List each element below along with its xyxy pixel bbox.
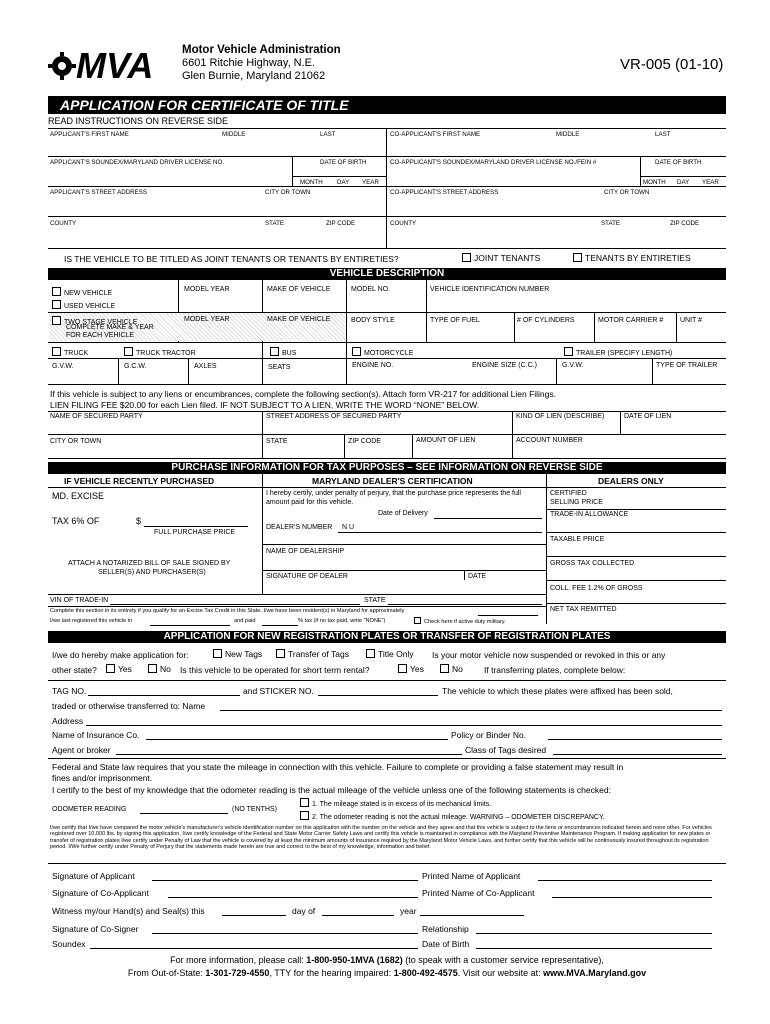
md-excise-label: MD. EXCISE	[52, 491, 105, 501]
excise-credit-text-2a: I/we last registered this vehicle in	[50, 618, 133, 624]
signature-applicant-input[interactable]	[152, 869, 418, 880]
field-axles[interactable]: AXLES	[194, 363, 217, 370]
checkbox-icon	[366, 649, 375, 658]
field-co-applicant-state[interactable]: STATE	[601, 220, 621, 227]
used-vehicle-label: USED VEHICLE	[64, 303, 116, 310]
rental-question: Is this vehicle to be operated for short term rental?	[180, 665, 370, 675]
field-unit[interactable]: UNIT #	[680, 317, 703, 324]
bus-checkbox[interactable]	[270, 347, 296, 357]
field-vin[interactable]: VEHICLE IDENTIFICATION NUMBER	[430, 286, 550, 293]
signature-co-applicant-input[interactable]	[168, 886, 418, 897]
footer-text: , TTY for the hearing impaired:	[269, 968, 394, 978]
new-tags-checkbox[interactable]	[213, 649, 262, 659]
checkbox-icon	[52, 287, 61, 296]
trade-in-allowance-field[interactable]: TRADE-IN ALLOWANCE	[550, 511, 629, 518]
yes-label: Yes	[410, 664, 424, 674]
checkbox-icon	[440, 664, 449, 673]
checkbox-icon	[573, 253, 582, 262]
field-lien-kind[interactable]: KIND OF LIEN (DESCRIBE)	[516, 413, 605, 420]
suspended-question: Is your motor vehicle now suspended or revoked in this or any	[432, 650, 666, 660]
field-co-applicant-zip[interactable]: ZIP CODE	[670, 220, 700, 227]
date-of-delivery-label: Date of Delivery	[378, 510, 428, 517]
rental-yes-checkbox[interactable]	[398, 664, 424, 674]
field-secured-party[interactable]: NAME OF SECURED PARTY	[50, 413, 143, 420]
field-model-year[interactable]: MODEL YEAR	[184, 286, 230, 293]
field-co-applicant-county[interactable]: COUNTY	[390, 220, 417, 227]
dealership-name-field[interactable]: NAME OF DEALERSHIP	[266, 548, 345, 555]
attach-bill-line-1: ATTACH A NOTARIZED BILL OF SALE SIGNED BY	[68, 560, 231, 567]
field-applicant-soundex[interactable]: APPLICANT'S SOUNDEX/MARYLAND DRIVER LICENSE NO.	[50, 159, 225, 166]
field-model-no[interactable]: MODEL NO.	[351, 286, 391, 293]
dollar-sign: $	[136, 516, 142, 526]
checkbox-icon	[300, 811, 309, 820]
odometer-discrepancy-checkbox[interactable]	[300, 811, 605, 821]
mileage-excess-checkbox[interactable]	[300, 798, 491, 808]
checkbox-icon	[52, 300, 61, 309]
field-applicant-first-name[interactable]: APPLICANT'S FIRST NAME	[50, 131, 129, 138]
day-of-label: day of	[292, 906, 316, 916]
signature-co-applicant-label: Signature of Co-Applicant	[52, 888, 149, 898]
tenants-by-entireties-label: TENANTS BY ENTIRETIES	[585, 253, 691, 263]
tag-no-label: TAG NO.	[52, 686, 87, 696]
field-secured-street[interactable]: STREET ADDRESS OF SECURED PARTY	[266, 413, 402, 420]
insurance-input[interactable]	[146, 729, 448, 739]
odometer-reading-label: ODOMETER READING	[52, 806, 127, 813]
printed-name-label: Printed Name of Applicant	[422, 871, 521, 881]
attach-bill-line-2: SELLER(S) AND PURCHASER(S)	[98, 569, 206, 576]
two-stage-line-2: COMPLETE MAKE & YEAR	[66, 324, 154, 331]
dob-input[interactable]	[476, 937, 712, 948]
transfer-tags-checkbox[interactable]	[276, 649, 349, 659]
checkbox-icon	[52, 347, 61, 356]
mileage-excess-label: 1. The mileage stated is in excess of its mechanical limits.	[312, 801, 492, 808]
cosigner-label: Signature of Co-Signer	[52, 924, 139, 934]
checkbox-icon	[270, 347, 279, 356]
checkbox-icon	[213, 649, 222, 658]
dealer-cert-heading: MARYLAND DEALER'S CERTIFICATION	[312, 476, 473, 486]
no-label: No	[452, 664, 463, 674]
svg-text:MVA: MVA	[76, 45, 154, 84]
checkbox-icon	[276, 649, 285, 658]
footer-phone-out-of-state: 1-301-729-4550	[205, 968, 270, 978]
tag-no-input[interactable]	[88, 685, 240, 695]
field-applicant-city[interactable]: CITY OR TOWN	[265, 189, 311, 196]
joint-tenants-label: JOINT TENANTS	[474, 253, 541, 263]
field-engine-no[interactable]: ENGINE NO.	[352, 362, 394, 369]
dealer-cert-text-1: I hereby certify, under penalty of perjury, that the purchase price represents the full	[266, 490, 521, 497]
used-vehicle-checkbox[interactable]	[52, 300, 115, 310]
net-tax-field[interactable]: NET TAX REMITTED	[550, 606, 617, 613]
insurance-label: Name of Insurance Co.	[52, 730, 140, 740]
purchase-info-header: PURCHASE INFORMATION FOR TAX PURPOSES – SEE INFORMATION ON REVERSE SIDE	[48, 462, 726, 474]
motorcycle-checkbox[interactable]	[352, 347, 413, 357]
field-account-number[interactable]: ACCOUNT NUMBER	[516, 437, 583, 444]
taxable-price-field[interactable]: TAXABLE PRICE	[550, 536, 605, 543]
tenancy-question: IS THE VEHICLE TO BE TITLED AS JOINT TENANTS OR TENANTS BY ENTIRETIES?	[64, 254, 399, 264]
footer-website-link[interactable]: www.MVA.Maryland.gov	[543, 968, 647, 978]
field-co-applicant-middle[interactable]: MIDDLE	[556, 131, 580, 138]
printed-co-name-input[interactable]	[552, 886, 712, 897]
selling-price-field[interactable]: SELLING PRICE	[550, 499, 603, 506]
two-stage-label: TWO STAGE VEHICLE	[64, 319, 138, 326]
trade-in-state-label: STATE	[364, 597, 386, 604]
field-body-style[interactable]: BODY STYLE	[351, 317, 395, 324]
signature-applicant-label: Signature of Applicant	[52, 871, 135, 881]
title-only-label: Title Only	[378, 649, 414, 659]
field-motor-carrier[interactable]: MOTOR CARRIER #	[598, 317, 664, 324]
dob-label: Date of Birth	[422, 939, 470, 949]
address-label: Address	[52, 716, 84, 726]
vin-trade-in-input[interactable]	[110, 595, 360, 604]
apply-label: I/we do hereby make application for:	[52, 650, 189, 660]
footer-phone-tty: 1-800-492-4575	[393, 968, 458, 978]
field-gcw[interactable]: G.C.W.	[124, 363, 147, 370]
field-dob-day[interactable]: DAY	[337, 179, 350, 186]
org-address-2: Glen Burnie, Maryland 21062	[182, 70, 326, 82]
truck-label: TRUCK	[64, 350, 89, 357]
transfer-tags-label: Transfer of Tags	[288, 649, 349, 659]
excise-credit-text-2b: and paid	[234, 618, 256, 624]
field-applicant-middle[interactable]: MIDDLE	[222, 131, 246, 138]
recently-purchased-heading: IF VEHICLE RECENTLY PURCHASED	[64, 476, 215, 486]
label-co-applicant-dob: DATE OF BIRTH	[655, 159, 702, 166]
affixed-statement: The vehicle to which these plates were affixed has been sold,	[442, 686, 673, 696]
witness-year-input[interactable]	[420, 904, 524, 915]
printed-name-input[interactable]	[538, 869, 712, 880]
purchase-price-input[interactable]	[144, 512, 248, 526]
date-of-delivery-input[interactable]	[434, 508, 542, 518]
if-transferring-label: If transferring plates, complete below:	[484, 665, 626, 675]
gross-tax-field[interactable]: GROSS TAX COLLECTED	[550, 560, 635, 567]
field-co-applicant-first-name[interactable]: CO-APPLICANT'S FIRST NAME	[390, 131, 481, 138]
instructions-note: READ INSTRUCTIONS ON REVERSE SIDE	[48, 116, 229, 126]
dealer-number-label: DEALER'S NUMBER	[266, 524, 333, 531]
class-of-tags-label: Class of Tags desired	[465, 745, 547, 755]
rental-no-checkbox[interactable]	[440, 664, 463, 674]
joint-tenants-checkbox[interactable]	[462, 253, 540, 263]
no-tenths-label: (NO TENTHS)	[232, 806, 277, 813]
field-lien-zip[interactable]: ZIP CODE	[348, 438, 381, 445]
field-make-2[interactable]: MAKE OF VEHICLE	[267, 316, 331, 323]
form-number: VR-005 (01-10)	[620, 56, 724, 73]
odometer-law-2: fines and/or imprisonment.	[52, 773, 153, 783]
excise-credit-text-2c: % tax (if no tax paid, write “NONE”)	[298, 618, 386, 624]
witness-month-input[interactable]	[322, 904, 394, 915]
class-of-tags-input[interactable]	[553, 744, 722, 754]
relationship-input[interactable]	[476, 922, 712, 933]
bus-label: BUS	[282, 350, 297, 357]
field-fuel[interactable]: TYPE OF FUEL	[430, 317, 480, 324]
field-co-dob-year[interactable]: YEAR	[702, 179, 719, 186]
new-vehicle-checkbox[interactable]	[52, 287, 112, 297]
field-gvw-2[interactable]: G.V.W.	[562, 362, 584, 369]
checkbox-icon	[462, 253, 471, 262]
field-dob-year[interactable]: YEAR	[362, 179, 379, 186]
traded-to-label: traded or otherwise transferred to: Name	[52, 701, 206, 711]
full-purchase-price-label: FULL PURCHASE PRICE	[154, 529, 236, 536]
odometer-reading-input[interactable]	[140, 802, 228, 813]
witness-label: Witness my/our Hand(s) and Seal(s) this	[52, 906, 205, 916]
trailer-checkbox[interactable]	[564, 347, 672, 357]
address-input[interactable]	[86, 715, 722, 725]
org-name: Motor Vehicle Administration	[182, 44, 341, 56]
field-applicant-zip[interactable]: ZIP CODE	[326, 220, 356, 227]
footer-text: . Visit our website at:	[457, 968, 544, 978]
field-applicant-state[interactable]: STATE	[265, 220, 285, 227]
field-applicant-county[interactable]: COUNTY	[50, 220, 77, 227]
suspended-no-checkbox[interactable]	[148, 664, 171, 674]
checkbox-icon	[106, 664, 115, 673]
checkbox-icon	[52, 316, 61, 325]
vehicle-description-header: VEHICLE DESCRIPTION	[48, 268, 726, 280]
active-duty-label: Check here if active duty military.	[424, 619, 506, 625]
signature-of-dealer-field[interactable]: SIGNATURE OF DEALER	[266, 573, 348, 580]
odometer-certify: I certify to the best of my knowledge that the odometer reading is the actual mileage of the vehicle unless one of the following statements is checked:	[52, 785, 611, 795]
field-applicant-street[interactable]: APPLICANT'S STREET ADDRESS	[50, 189, 147, 196]
field-model-year-2[interactable]: MODEL YEAR	[184, 316, 230, 323]
checkbox-icon	[564, 347, 573, 356]
field-trailer-type[interactable]: TYPE OF TRAILER	[656, 362, 718, 369]
field-co-applicant-street[interactable]: CO-APPLICANT'S STREET ADDRESS	[390, 189, 499, 196]
field-lien-amount[interactable]: AMOUNT OF LIEN	[416, 437, 476, 444]
checkbox-icon	[300, 798, 309, 807]
lien-instructions-1: If this vehicle is subject to any liens or encumbrances, complete the following section(s). Attach form VR-217 for additional Lien Filings.	[50, 389, 556, 399]
active-duty-checkbox[interactable]	[414, 617, 506, 625]
footer-phone-main: 1-800-950-1MVA (1682)	[306, 955, 403, 965]
collection-fee-field[interactable]: COLL. FEE 1.2% OF GROSS	[550, 585, 643, 592]
agent-label: Agent or broker	[52, 745, 111, 755]
dealer-number-prefix: N U	[342, 524, 355, 531]
new-tags-label: New Tags	[225, 649, 263, 659]
odometer-law-1: Federal and State law requires that you state the mileage in connection with this vehicle. Failure to complete or providing a false statement may result in	[52, 762, 624, 772]
new-vehicle-label: NEW VEHICLE	[64, 290, 113, 297]
motorcycle-label: MOTORCYCLE	[364, 350, 414, 357]
agent-input[interactable]	[116, 744, 462, 754]
field-lien-date[interactable]: DATE OF LIEN	[624, 413, 672, 420]
field-co-dob-day[interactable]: DAY	[677, 179, 690, 186]
lien-instructions-2: LIEN FILING FEE $20.00 for each Lien filed. IF NOT SUBJECT TO A LIEN, WRITE THE WORD “NONE” BELOW.	[50, 400, 480, 410]
organization-block	[182, 44, 341, 83]
relationship-label: Relationship	[422, 924, 469, 934]
field-co-applicant-last[interactable]: LAST	[655, 131, 671, 138]
odometer-discrepancy-label: 2. The odometer reading is not the actual mileage. WARNING – ODOMETER DISCREPANCY.	[312, 814, 605, 821]
field-applicant-last[interactable]: LAST	[320, 131, 336, 138]
dealer-date-field[interactable]: DATE	[468, 573, 487, 580]
tax-rate-label: TAX 6% OF	[52, 516, 100, 526]
field-co-dob-month[interactable]: MONTH	[643, 179, 666, 186]
footer-text: (to speak with a customer service representative),	[402, 955, 604, 965]
footer-line-2	[48, 968, 726, 978]
trade-in-state-input[interactable]	[388, 595, 542, 604]
excise-credit-text-1: Complete this section in its entirety if you qualify for an Excise Tax Credit in this State. I/we have been resident(s) in Maryland for approximately	[50, 608, 405, 614]
field-lien-state[interactable]: STATE	[266, 438, 288, 445]
certification-paragraph: I/we certify that I/we have compared the motor vehicle's manufacturer's vehicle identification number on this application with the number on the vehicle and they agree and that this vehicle is subject to the liens or encumbrances indicated herein and none other. For vehicles registered over 10,000 lbs. by signing this application, I/we certify knowledge of the Federal and State Motor Carrier Safety Laws and certify this vehicle is maintained in compliance with the Maryland Preventive Maintenance Program. If making application for new plates or transfer of registration plates I/we certify under Penalty of Law that the vehicle is covered by at least the minimum amounts of insurance required by the Maryland Motor Vehicle Laws, and further certify that this vehicle will be continuously insured throughout its registration period. I/We further certify under Penalty of Perjury that the statements made herein are true and correct to the best of my knowledge, information and belief.	[50, 825, 712, 851]
dealer-cert-text-2: amount paid for this vehicle.	[266, 499, 354, 506]
field-engine-size[interactable]: ENGINE SIZE (C.C.)	[472, 362, 537, 369]
suspended-yes-checkbox[interactable]	[106, 664, 132, 674]
vin-trade-in-label: VIN OF TRADE-IN	[50, 597, 109, 604]
field-co-applicant-soundex[interactable]: CO-APPLICANT'S SOUNDEX/MARYLAND DRIVER LICENSE NO./FEIN #	[390, 159, 597, 166]
checkbox-icon	[398, 664, 407, 673]
truck-checkbox[interactable]	[52, 347, 88, 357]
registration-header: APPLICATION FOR NEW REGISTRATION PLATES OR TRANSFER OF REGISTRATION PLATES	[48, 631, 726, 643]
no-label: No	[160, 664, 171, 674]
two-stage-line-3: FOR EACH VEHICLE	[66, 332, 135, 339]
trailer-label: TRAILER (SPECIFY LENGTH)	[576, 350, 673, 357]
footer-text: For more information, please call:	[170, 955, 307, 965]
soundex-label: Soundex	[52, 939, 86, 949]
field-lien-city[interactable]: CITY OR TOWN	[50, 438, 102, 445]
other-state-label: other state?	[52, 665, 97, 675]
checkbox-icon	[124, 347, 133, 356]
soundex-input[interactable]	[90, 937, 418, 948]
field-dob-month[interactable]: MONTH	[300, 179, 323, 186]
footer-line-1	[48, 955, 726, 965]
field-gvw[interactable]: G.V.W.	[52, 363, 74, 370]
year-label: year	[400, 906, 417, 916]
mva-logo	[48, 42, 178, 84]
dealers-only-heading: DEALERS ONLY	[598, 476, 664, 486]
policy-label: Policy or Binder No.	[451, 730, 527, 740]
policy-input[interactable]	[548, 729, 722, 739]
footer-text: From Out-of-State:	[127, 968, 206, 978]
yes-label: Yes	[118, 664, 132, 674]
sticker-no-label: and STICKER NO.	[243, 686, 314, 696]
label-applicant-dob: DATE OF BIRTH	[320, 159, 367, 166]
truck-tractor-label: TRUCK TRACTOR	[136, 350, 196, 357]
sticker-no-input[interactable]	[318, 685, 438, 695]
checkbox-icon	[414, 617, 421, 624]
field-co-applicant-city[interactable]: CITY OR TOWN	[604, 189, 650, 196]
certified-label: CERTIFIED	[550, 490, 587, 497]
transferee-name-input[interactable]	[220, 700, 722, 710]
field-make[interactable]: MAKE OF VEHICLE	[267, 286, 331, 293]
field-cylinders[interactable]: # OF CYLINDERS	[517, 317, 575, 324]
cosigner-input[interactable]	[152, 922, 418, 933]
title-only-checkbox[interactable]	[366, 649, 414, 659]
field-seats[interactable]: SEATS	[268, 364, 291, 371]
checkbox-icon	[148, 664, 157, 673]
org-address-1: 6601 Ritchie Highway, N.E.	[182, 57, 316, 69]
form-title: APPLICATION FOR CERTIFICATE OF TITLE	[48, 96, 726, 114]
truck-tractor-checkbox[interactable]	[124, 347, 196, 357]
tenants-by-entireties-checkbox[interactable]	[573, 253, 691, 263]
witness-day-input[interactable]	[222, 904, 286, 915]
printed-co-name-label: Printed Name of Co-Applicant	[422, 888, 535, 898]
checkbox-icon	[352, 347, 361, 356]
